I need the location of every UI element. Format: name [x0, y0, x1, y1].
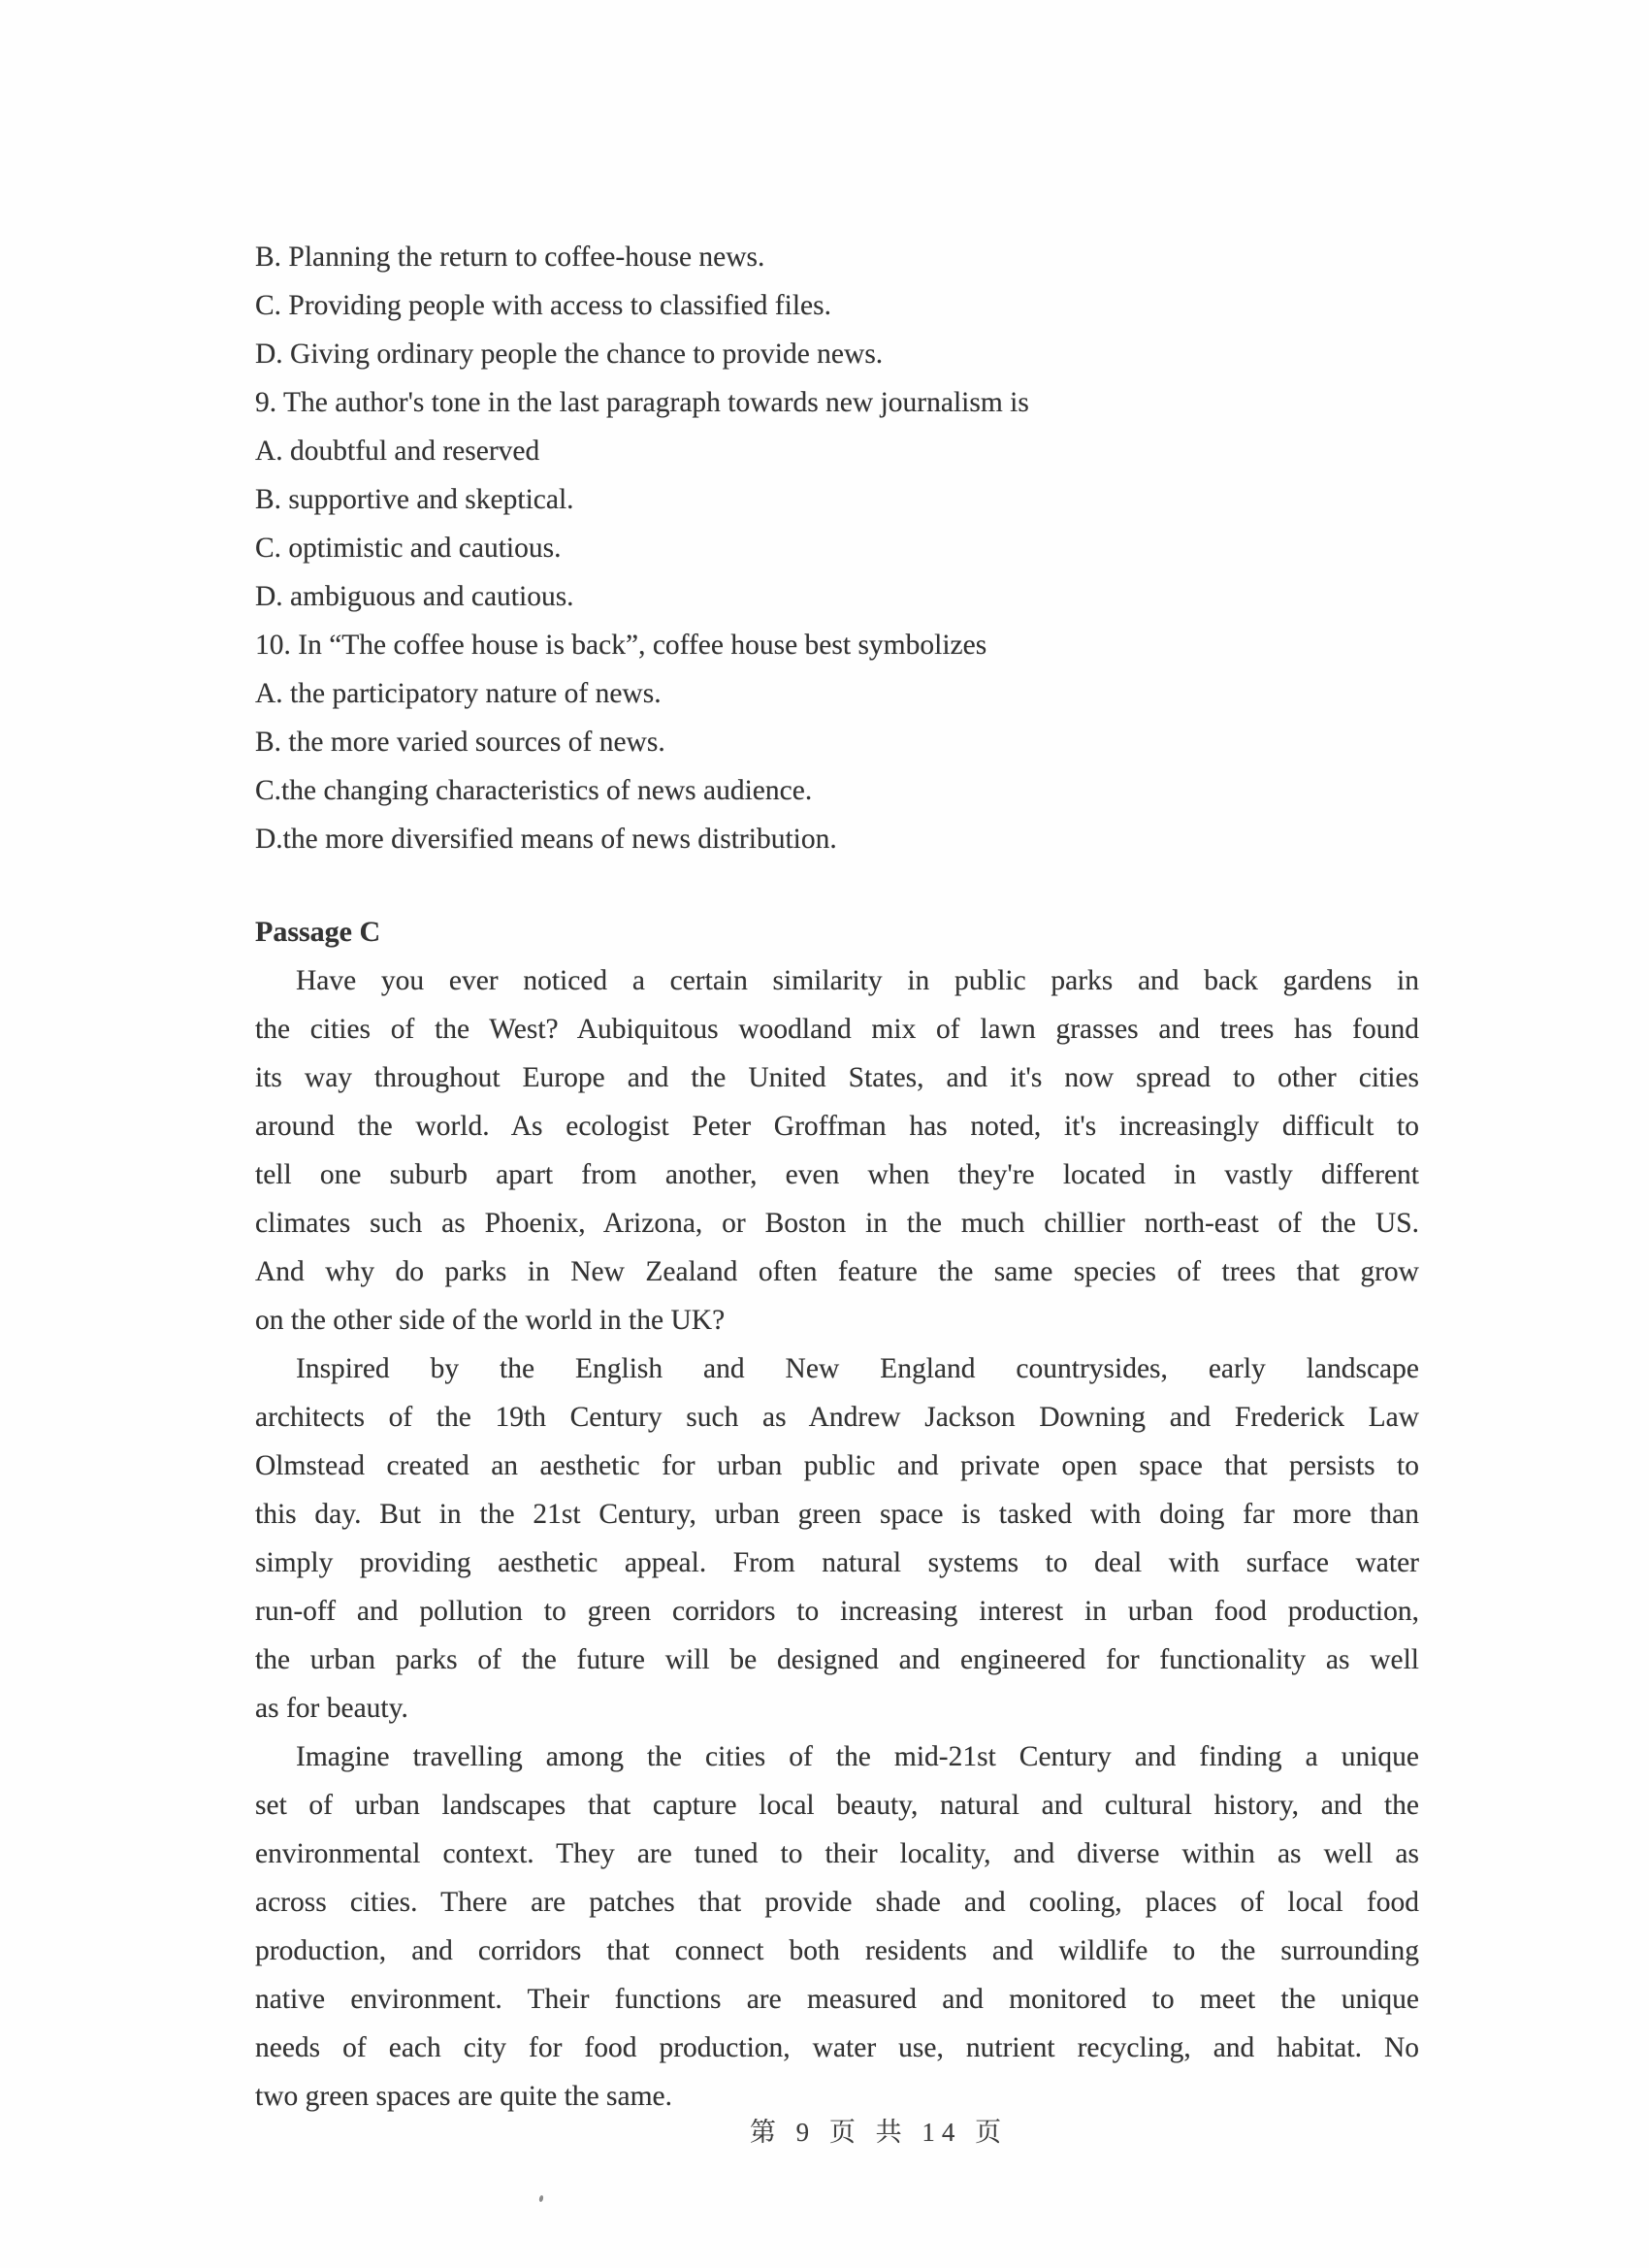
page-content	[255, 233, 1419, 2121]
passage-text-line: Have you ever noticed a certain similarity in public parks and back gardens in	[296, 965, 1419, 996]
passage-text-line: its way throughout Europe and the United States, and it's now spread to other cities	[255, 1062, 1419, 1093]
question-option-line: B. supportive and skeptical.	[255, 484, 574, 515]
question-option-line: D.the more diversified means of news distribution.	[255, 824, 837, 855]
question-option-line: 9. The author's tone in the last paragraph towards new journalism is	[255, 387, 1029, 418]
passage-text-line: the urban parks of the future will be designed and engineered for functionality as well	[255, 1644, 1419, 1675]
passage-text-line: across cities. There are patches that provide shade and cooling, places of local food	[255, 1887, 1419, 1918]
question-option-line: D. Giving ordinary people the chance to provide news.	[255, 339, 884, 370]
question-option-line: A. the participatory nature of news.	[255, 678, 662, 709]
passage-text-line: needs of each city for food production, water use, nutrient recycling, and habitat. No	[255, 2032, 1419, 2063]
passage-text-line: architects of the 19th Century such as Andrew Jackson Downing and Frederick Law	[255, 1402, 1419, 1433]
passage-text-line: this day. But in the 21st Century, urban green space is tasked with doing far more than	[255, 1499, 1419, 1530]
passage-text-line: production, and corridors that connect both residents and wildlife to the surrounding	[255, 1935, 1419, 1966]
question-option-line: B. Planning the return to coffee-house news.	[255, 242, 765, 273]
passage-paragraph-2	[255, 1345, 1419, 1733]
page-footer: 第 9 页 共 14 页	[749, 2118, 1009, 2147]
passage-text-line: simply providing aesthetic appeal. From natural systems to deal with surface water	[255, 1547, 1419, 1578]
passage-text-line: environmental context. They are tuned to their locality, and diverse within as well as	[255, 1838, 1419, 1869]
passage-text-line: Inspired by the English and New England countrysides, early landscape	[296, 1353, 1419, 1384]
question-option-line: C. Providing people with access to classified files.	[255, 290, 831, 321]
passage-text-line: tell one suburb apart from another, even when they're located in vastly different	[255, 1159, 1419, 1190]
scan-speck	[538, 2195, 544, 2203]
question-options-block	[255, 233, 1419, 863]
question-option-line: D. ambiguous and cautious.	[255, 581, 574, 612]
passage-text-line: Imagine travelling among the cities of the mid-21st Century and finding a unique	[296, 1741, 1419, 1772]
question-option-line: C.the changing characteristics of news audience.	[255, 775, 813, 806]
passage-text-line: run-off and pollution to green corridors to increasing interest in urban food production,	[255, 1596, 1419, 1627]
passage-text-line: two green spaces are quite the same.	[255, 2081, 673, 2112]
passage-text-line: set of urban landscapes that capture local beauty, natural and cultural history, and the	[255, 1790, 1419, 1821]
passage-text-line: around the world. As ecologist Peter Groffman has noted, it's increasingly difficult to	[255, 1111, 1419, 1142]
question-option-line: 10. In “The coffee house is back”, coffee house best symbolizes	[255, 630, 987, 661]
passage-text-line: climates such as Phoenix, Arizona, or Boston in the much chillier north-east of the US.	[255, 1208, 1419, 1239]
passage-text-line: on the other side of the world in the UK?	[255, 1305, 726, 1336]
passage-text-line: the cities of the West? Aubiquitous woodland mix of lawn grasses and trees has found	[255, 1014, 1419, 1045]
passage-paragraph-1	[255, 956, 1419, 1345]
passage-text-line: Olmstead created an aesthetic for urban public and private open space that persists to	[255, 1450, 1419, 1481]
question-option-line: A. doubtful and reserved	[255, 436, 540, 467]
passage-paragraph-3	[255, 1733, 1419, 2121]
passage-heading: Passage C	[255, 916, 381, 948]
question-option-line: C. optimistic and cautious.	[255, 533, 562, 564]
passage-text-line: native environment. Their functions are measured and monitored to meet the unique	[255, 1984, 1419, 2015]
question-option-line: B. the more varied sources of news.	[255, 727, 665, 758]
passage-text-line: And why do parks in New Zealand often feature the same species of trees that grow	[255, 1256, 1419, 1287]
passage-text-line: as for beauty.	[255, 1693, 408, 1724]
